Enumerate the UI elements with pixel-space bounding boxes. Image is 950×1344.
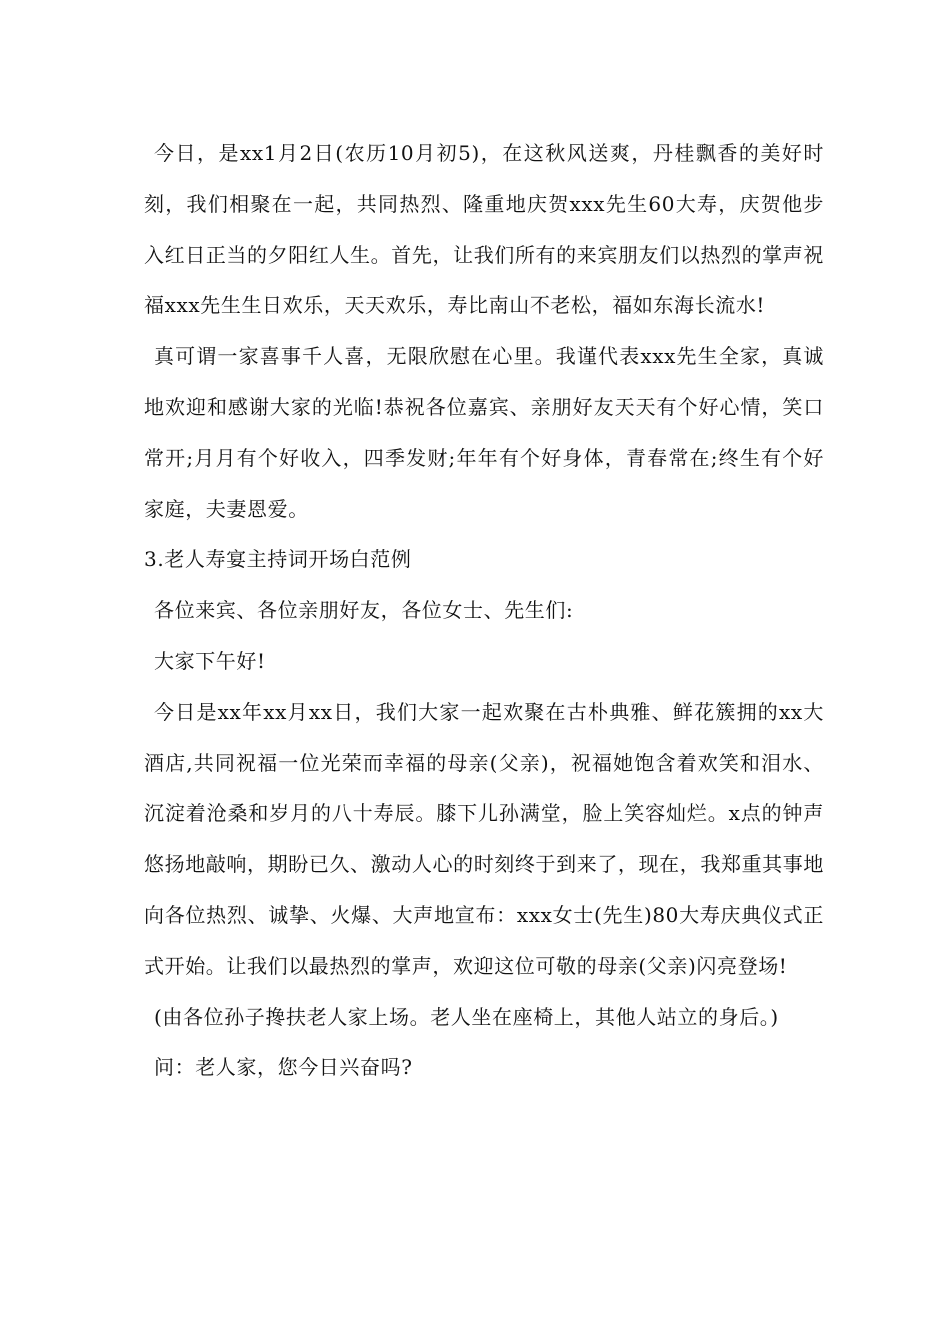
document-body <box>144 128 824 1093</box>
paragraph-question: 问：老人家，您今日兴奋吗? <box>154 1055 413 1080</box>
section-heading: 3.老人寿宴主持词开场白范例 <box>144 547 412 572</box>
paragraph-stage-direction: (由各位孙子搀扶老人家上场。老人坐在座椅上，其他人站立的身后。) <box>154 1004 779 1029</box>
paragraph-good-afternoon: 大家下午好! <box>154 648 266 673</box>
paragraph-greeting-guests: 各位来宾、各位亲朋好友，各位女士、先生们: <box>154 598 574 623</box>
paragraph-opening-celebration: 今日，是xx1月2日(农历10月初5)，在这秋风送爽，丹桂飘香的美好时刻，我们相聚在一起，共同热烈、隆重地庆贺xxx先生60大寿，庆贺他步入红日正当的夕阳红人生。首先，让我们所有的来宾朋友们以热烈的掌声祝福xxx先生生日欢乐，天天欢乐，寿比南山不老松，福如东海长流水! <box>144 141 824 318</box>
paragraph-ceremony-announcement: 今日是xx年xx月xx日，我们大家一起欢聚在古朴典雅、鲜花簇拥的xx大酒店,共同祝福一位光荣而幸福的母亲(父亲)，祝福她饱含着欢笑和泪水、沉淀着沧桑和岁月的八十寿辰。膝下儿孙满堂，脸上笑容灿烂。x点的钟声悠扬地敲响，期盼已久、激动人心的时刻终于到来了，现在，我郑重其事地向各位热烈、诚挚、火爆、大声地宣布：xxx女士(先生)80大寿庆典仪式正式开始。让我们以最热烈的掌声，欢迎这位可敬的母亲(父亲)闪亮登场! <box>144 699 824 978</box>
paragraph-family-thanks: 真可谓一家喜事千人喜，无限欣慰在心里。我谨代表xxx先生全家，真诚地欢迎和感谢大家的光临!恭祝各位嘉宾、亲朋好友天天有个好心情，笑口常开;月月有个好收入，四季发财;年年有个好身体，青春常在;终生有个好家庭，夫妻恩爱。 <box>144 344 824 521</box>
